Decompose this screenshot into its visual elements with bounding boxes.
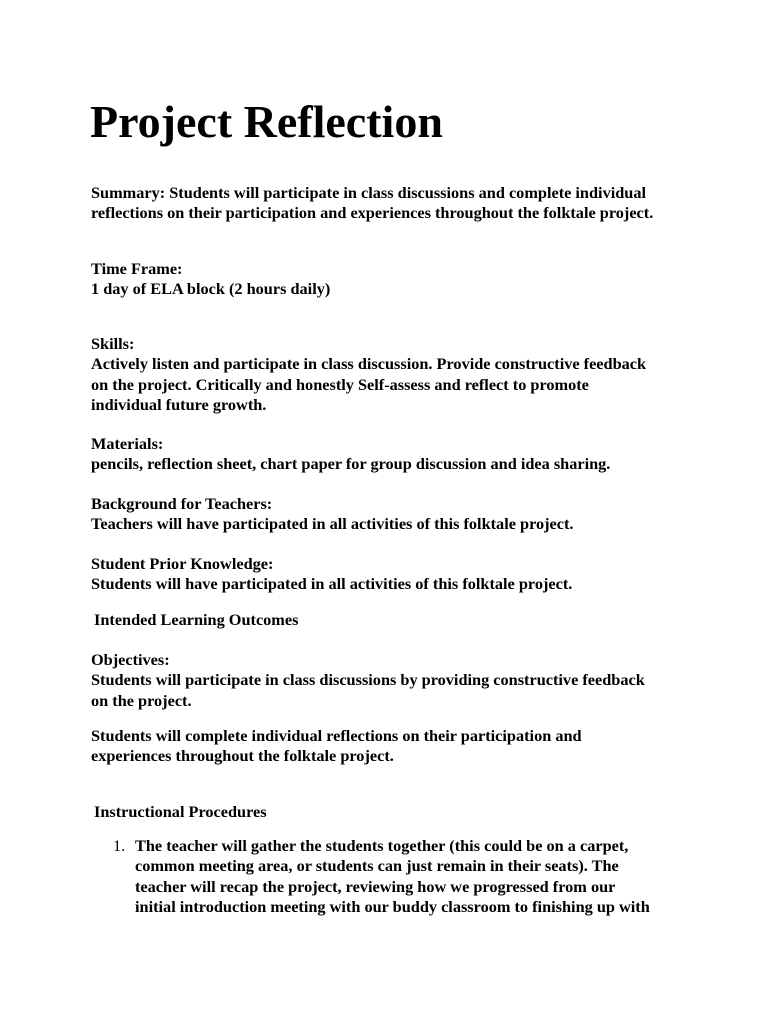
time-frame-section: [91, 259, 691, 300]
skills-line: on the project. Critically and honestly Self-assess and reflect to promote: [91, 374, 589, 394]
materials-heading: Materials:: [91, 434, 164, 453]
summary-paragraph: [91, 183, 691, 224]
objective-line: Students will participate in class discussions by providing constructive feedback: [91, 670, 645, 690]
objective-two: [91, 726, 691, 767]
summary-line: reflections on their participation and experiences throughout the folktale project.: [91, 203, 654, 223]
procedures-heading: Instructional Procedures: [94, 802, 267, 821]
summary-line: Summary: Students will participate in class discussions and complete individual: [91, 183, 647, 202]
skills-line: Actively listen and participate in class discussion. Provide constructive feedback: [91, 354, 647, 374]
objective-line: Students will complete individual reflections on their participation and: [91, 726, 582, 745]
materials-section: [91, 434, 691, 475]
procedure-line: common meeting area, or students can just remain in their seats). The: [135, 856, 619, 876]
time-frame-body: 1 day of ELA block (2 hours daily): [91, 279, 331, 299]
objective-line: experiences throughout the folktale project.: [91, 746, 394, 766]
skills-heading: Skills:: [91, 334, 135, 353]
prior-knowledge-section: [91, 554, 691, 595]
skills-section: [91, 334, 691, 415]
background-section: [91, 494, 691, 535]
objectives-section: [91, 650, 691, 711]
skills-line: individual future growth.: [91, 394, 267, 414]
procedure-line: teacher will recap the project, reviewing how we progressed from our: [135, 876, 616, 896]
background-body: Teachers will have participated in all activities of this folktale project.: [91, 514, 574, 534]
procedure-line: initial introduction meeting with our buddy classroom to finishing up with: [135, 896, 650, 916]
list-item-text: [135, 836, 695, 917]
objectives-heading: Objectives:: [91, 650, 170, 669]
materials-body: pencils, reflection sheet, chart paper for group discussion and idea sharing.: [91, 454, 611, 474]
objective-line: on the project.: [91, 690, 192, 710]
outcomes-heading: Intended Learning Outcomes: [94, 610, 299, 629]
page-title: Project Reflection: [90, 96, 443, 147]
list-item-number: 1.: [113, 836, 126, 855]
time-frame-heading: Time Frame:: [91, 259, 183, 278]
prior-knowledge-body: Students will have participated in all activities of this folktale project.: [91, 574, 573, 594]
prior-knowledge-heading: Student Prior Knowledge:: [91, 554, 274, 573]
procedure-line: The teacher will gather the students together (this could be on a carpet,: [135, 836, 629, 855]
background-heading: Background for Teachers:: [91, 494, 273, 513]
